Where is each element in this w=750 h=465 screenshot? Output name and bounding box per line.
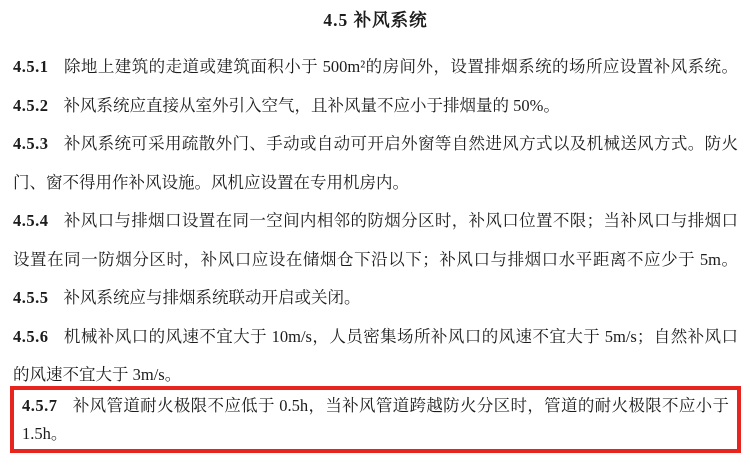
- section-number: 4.5.4: [13, 211, 49, 230]
- highlight-box: [10, 386, 741, 453]
- section-number: 4.5.6: [13, 326, 49, 346]
- section-4-5-6: [13, 318, 738, 395]
- section-text: 除地上建筑的走道或建筑面积小于 500m²的房间外，设置排烟系统的场所应设置补风系统。: [63, 57, 738, 76]
- section-4-5-4: [13, 202, 738, 279]
- section-text: 机械补风口的风速不宜大于 10m/s，人员密集场所补风口的风速不宜大于 5m/s；自然补风口: [63, 326, 738, 346]
- section-4-5-1: [13, 48, 738, 87]
- section-4-5-7: [22, 392, 729, 448]
- section-line: [13, 241, 738, 280]
- section-text: 补风口与排烟口设置在同一空间内相邻的防烟分区时，补风口位置不限；当补风口与排烟口: [63, 211, 738, 230]
- document-body: [13, 48, 738, 453]
- section-number: 4.5.2: [13, 95, 49, 115]
- section-number: 4.5.5: [13, 288, 49, 307]
- section-line: [13, 164, 738, 203]
- page-title: 4.5 补风系统: [323, 10, 428, 30]
- section-text: 补风系统应与排烟系统联动开启或关闭。: [63, 288, 361, 307]
- section-text: 的风速不宜大于 3m/s。: [13, 365, 182, 384]
- section-text: 补风系统应直接从室外引入空气，且补风量不应小于排烟量的 50%。: [63, 95, 560, 115]
- section-4-5-2: [13, 87, 738, 126]
- section-text: 门、窗不得用作补风设施。风机应设置在专用机房内。: [13, 172, 409, 192]
- section-text: 补风系统可采用疏散外门、手动或自动可开启外窗等自然进风方式以及机械送风方式。防火: [63, 134, 738, 153]
- section-line: [22, 392, 729, 420]
- section-line: [13, 125, 738, 164]
- section-4-5-3: [13, 125, 738, 202]
- section-line: [13, 87, 738, 126]
- section-line: [13, 318, 738, 357]
- section-4-5-5: [13, 279, 738, 318]
- section-line: [13, 202, 738, 241]
- section-line: [13, 48, 738, 87]
- section-number: 4.5.1: [13, 57, 49, 76]
- section-text: 1.5h。: [22, 423, 68, 443]
- section-line: [13, 279, 738, 318]
- section-text: 设置在同一防烟分区时，补风口应设在储烟仓下沿以下；补风口与排烟口水平距离不应少于 5m。: [13, 249, 738, 269]
- section-text: 补风管道耐火极限不应低于 0.5h，当补风管道跨越防火分区时，管道的耐火极限不应小于: [72, 395, 729, 415]
- section-number: 4.5.7: [22, 395, 58, 415]
- section-line: [22, 420, 729, 448]
- section-number: 4.5.3: [13, 134, 49, 153]
